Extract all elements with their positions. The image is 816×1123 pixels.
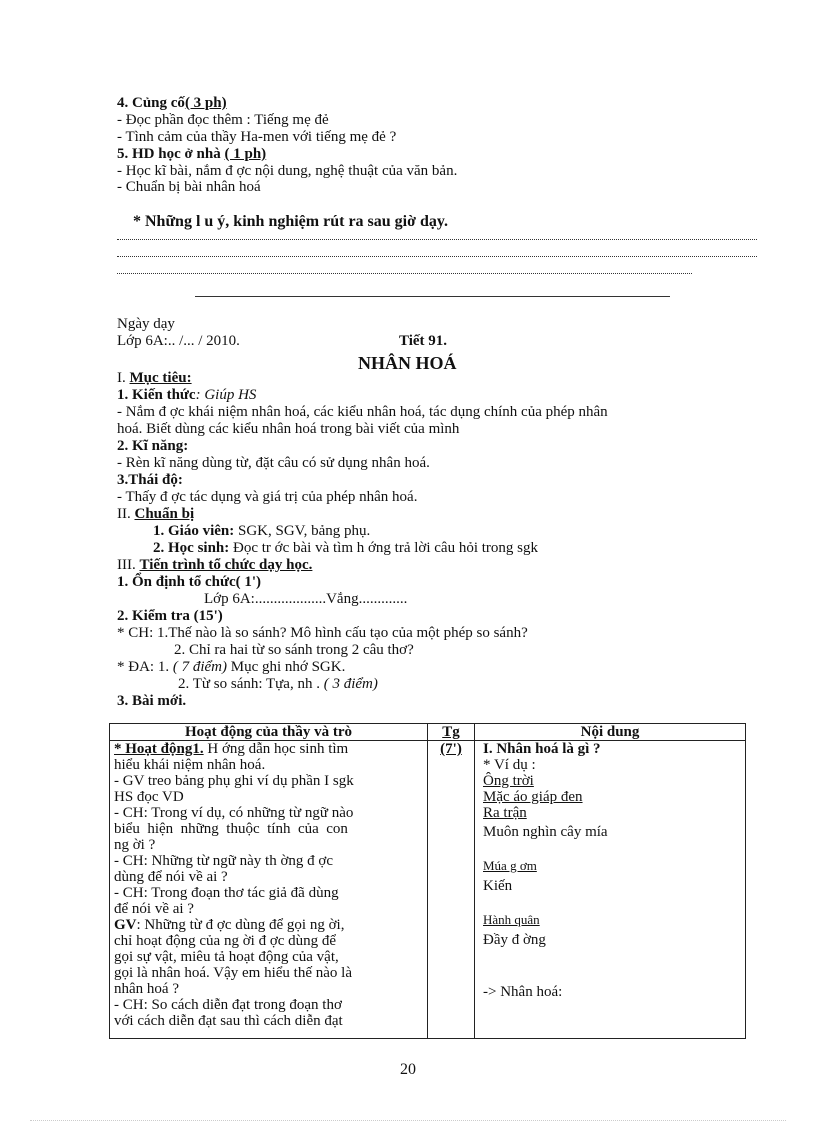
content-example: * Ví dụ : <box>483 757 536 773</box>
check-answer-1-score: ( 7 điểm) <box>169 659 227 675</box>
class-date: Lớp 6A:.. /... / 2010. <box>117 333 240 349</box>
organize-heading: 1. Ổn định tổ chức( 1') <box>117 574 262 590</box>
activity-line: để nói về ai ? <box>114 901 194 917</box>
prep-student-label: 2. Học sinh: <box>153 540 230 556</box>
activity-line: biểu hiện những thuộc tính của con <box>114 821 348 837</box>
check-answer-2 <box>178 676 378 692</box>
process-heading <box>117 557 312 573</box>
activity-title-line <box>114 741 423 757</box>
section-5-line-2: - Chuẩn bị bài nhân hoá <box>117 179 261 195</box>
process-title: Tiến trình tổ chức dạy học. <box>139 557 313 573</box>
prep-title: Chuẩn bị <box>134 506 195 522</box>
gv-label: GV <box>114 917 137 933</box>
dotted-line-2 <box>117 254 757 257</box>
content-word: Kiến <box>483 878 513 894</box>
check-question-1: * CH: 1.Thế nào là so sánh? Mô hình cấu tạo của một phép so sánh? <box>117 625 528 641</box>
content-word: Đầy đ ờng <box>483 932 546 948</box>
activity-line: - CH: Trong ví dụ, có những từ ngữ nào <box>114 805 354 821</box>
prep-heading <box>117 506 194 522</box>
prep-student <box>153 540 538 556</box>
content-word: Ông trời <box>483 773 534 789</box>
section-4-line-1: - Đọc phần đọc thêm : Tiếng mẹ đẻ <box>117 112 329 128</box>
gv-first: : Những từ đ ợc dùng để gọi ng ời, <box>136 917 345 933</box>
lesson-table <box>109 723 746 1039</box>
check-answer-2-pre: 2. Từ so sánh: Tựa, nh . <box>178 676 320 692</box>
separator-rule <box>195 296 670 297</box>
section-4-title: 4. Củng cố <box>117 95 185 111</box>
attitude-line-1: - Thấy đ ợc tác dụng và giá trị của phép nhân hoá. <box>117 489 418 505</box>
content-word: -> Nhân hoá: <box>483 984 563 1000</box>
knowledge-heading <box>117 387 256 403</box>
dotted-line-1 <box>117 237 757 240</box>
activity-cell <box>110 741 428 1039</box>
knowledge-rest: : Giúp HS <box>195 387 257 403</box>
check-answer-1 <box>117 659 345 675</box>
prep-teacher-text: SGK, SGV, bảng phụ. <box>234 523 371 539</box>
page-number: 20 <box>400 1061 416 1078</box>
objectives-heading <box>117 370 192 386</box>
content-title: I. Nhân hoá là gì ? <box>483 741 601 757</box>
activity-line: - CH: Trong đoạn thơ tác giả đã dùng <box>114 885 339 901</box>
gv-line: - CH: So cách diễn đạt trong đoạn thơ <box>114 997 342 1013</box>
prep-num: II. <box>117 506 131 522</box>
table-row <box>110 741 746 1039</box>
table-header-row <box>110 724 746 741</box>
header-activity: Hoạt động của thầy và trò <box>110 724 428 741</box>
content-word: Múa g ơm <box>483 858 537 873</box>
activity-line: ng ời ? <box>114 837 156 853</box>
prep-student-text: Đọc tr ớc bài và tìm h ớng trả lời câu hỏi trong sgk <box>229 540 538 556</box>
check-answer-1-post: Mục ghi nhớ SGK. <box>227 659 346 675</box>
section-4-heading <box>117 95 227 111</box>
activity-line: hiểu khái niệm nhân hoá. <box>114 757 266 773</box>
content-word: Hành quân <box>483 912 540 927</box>
date-label: Ngày dạy <box>117 316 175 332</box>
activity-line: - CH: Những từ ngữ này th ờng đ ợc <box>114 853 333 869</box>
attendance-line: Lớp 6A:...................Vắng............. <box>204 591 408 607</box>
process-num: III. <box>117 557 136 573</box>
section-5-time: ( 1 ph) <box>224 146 267 162</box>
notes-heading: * Những l u ý, kinh nghiệm rút ra sau giờ dạy. <box>133 213 448 230</box>
time-cell: (7') <box>428 741 475 1039</box>
gv-line: chỉ hoạt động của ng ời đ ợc dùng để <box>114 933 337 949</box>
check-answer-2-score: ( 3 điểm) <box>319 676 378 692</box>
page-title: NHÂN HOÁ <box>358 353 457 373</box>
period-label: Tiết 91. <box>399 333 448 349</box>
knowledge-line-1: - Nắm đ ợc khái niệm nhân hoá, các kiểu nhân hoá, tác dụng chính của phép nhân <box>117 404 608 420</box>
content-spacer <box>483 894 741 908</box>
activity-title: * Hoạt động1. <box>114 741 204 757</box>
check-question-2: 2. Chỉ ra hai từ so sánh trong 2 câu thơ? <box>174 642 414 658</box>
new-lesson-heading: 3. Bài mới. <box>117 693 187 709</box>
gv-line: với cách diễn đạt sau thì cách diễn đạt <box>114 1013 343 1029</box>
gv-line: nhân hoá ? <box>114 981 179 997</box>
gv-line <box>114 917 423 933</box>
prep-teacher-label: 1. Giáo viên: <box>153 523 235 539</box>
gv-line: gọi sự vật, miêu tả hoạt động của vật, <box>114 949 339 965</box>
header-time: Tg <box>428 724 475 741</box>
content-word: Mặc áo giáp đen <box>483 789 583 805</box>
activity-line: HS đọc VD <box>114 789 184 805</box>
section-5-title: 5. HD học ở nhà <box>117 146 221 162</box>
content-spacer <box>483 948 741 962</box>
gv-line: gọi là nhân hoá. Vậy em hiểu thế nào là <box>114 965 352 981</box>
dotted-line-3 <box>117 271 692 274</box>
check-heading: 2. Kiểm tra (15') <box>117 608 223 624</box>
skills-heading: 2. Kĩ năng: <box>117 438 189 454</box>
page-footer-line <box>30 1120 786 1121</box>
content-spacer <box>483 962 741 976</box>
check-answer-1-pre: * ĐA: 1. <box>117 659 170 675</box>
attitude-heading: 3.Thái độ: <box>117 472 183 488</box>
activity-line: dùng để nói về ai ? <box>114 869 228 885</box>
section-4-line-2: - Tình cảm của thầy Ha-men với tiếng mẹ đẻ ? <box>117 129 397 145</box>
header-content: Nội dung <box>475 724 746 741</box>
prep-teacher <box>153 523 370 539</box>
content-spacer <box>483 840 741 854</box>
activity-title-rest: H ớng dẫn học sinh tìm <box>203 741 349 757</box>
section-5-line-1: - Học kĩ bài, nắm đ ợc nội dung, nghệ thuật của văn bản. <box>117 163 458 179</box>
knowledge-title: 1. Kiến thức <box>117 387 196 403</box>
activity-line: - GV treo bảng phụ ghi ví dụ phần I sgk <box>114 773 354 789</box>
section-5-heading <box>117 146 266 162</box>
objectives-num: I. <box>117 370 126 386</box>
content-cell <box>475 741 746 1039</box>
content-word: Ra trận <box>483 805 527 821</box>
skills-line-1: - Rèn kĩ năng dùng từ, đặt câu có sử dụng nhân hoá. <box>117 455 430 471</box>
knowledge-line-2: hoá. Biết dùng các kiểu nhân hoá trong bài viết của mình <box>117 421 460 437</box>
section-4-time: ( 3 ph) <box>184 95 227 111</box>
content-word: Muôn nghìn cây mía <box>483 824 608 840</box>
objectives-title: Mục tiêu: <box>129 370 192 386</box>
